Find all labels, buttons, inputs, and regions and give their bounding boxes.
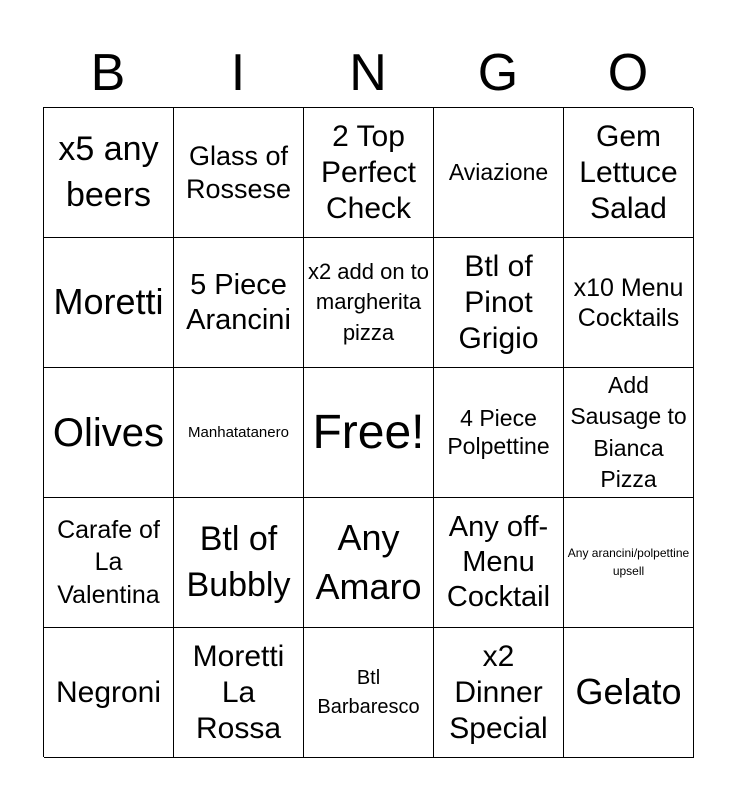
bingo-cell[interactable]: Glass of Rossese — [174, 108, 304, 238]
header-letter-o: O — [607, 44, 649, 102]
bingo-cell[interactable]: x2 Dinner Special — [434, 628, 564, 758]
bingo-cell[interactable]: Add Sausage to Bianca Pizza — [564, 368, 694, 498]
bingo-cell[interactable]: Btl of Pinot Grigio — [434, 238, 564, 368]
bingo-cell[interactable]: Aviazione — [434, 108, 564, 238]
bingo-cell[interactable]: Carafe of La Valentina — [44, 498, 174, 628]
bingo-cell[interactable]: Gelato — [564, 628, 694, 758]
bingo-cell[interactable]: 4 Piece Polpettine — [434, 368, 564, 498]
bingo-cell[interactable]: Moretti La Rossa — [174, 628, 304, 758]
bingo-cell[interactable]: Btl Barbaresco — [304, 628, 434, 758]
header-letter-g: G — [477, 44, 519, 102]
bingo-cell[interactable]: x5 any beers — [44, 108, 174, 238]
bingo-cell[interactable]: Any arancini/polpettine upsell — [564, 498, 694, 628]
header-letter-n: N — [349, 44, 387, 102]
bingo-cell[interactable]: x2 add on to margherita pizza — [304, 238, 434, 368]
bingo-cell-free[interactable]: Free! — [304, 368, 434, 498]
bingo-cell[interactable]: x10 Menu Cocktails — [564, 238, 694, 368]
bingo-cell[interactable]: Btl of Bubbly — [174, 498, 304, 628]
bingo-card — [43, 107, 693, 757]
bingo-cell[interactable]: Any Amaro — [304, 498, 434, 628]
bingo-header — [43, 40, 693, 106]
bingo-cell[interactable]: 5 Piece Arancini — [174, 238, 304, 368]
bingo-cell[interactable]: 2 Top Perfect Check — [304, 108, 434, 238]
bingo-cell[interactable]: Manhatatanero — [174, 368, 304, 498]
header-letter-b: B — [90, 44, 126, 102]
bingo-cell[interactable]: Moretti — [44, 238, 174, 368]
bingo-cell[interactable]: Negroni — [44, 628, 174, 758]
bingo-cell[interactable]: Olives — [44, 368, 174, 498]
header-letter-i: I — [230, 44, 246, 102]
bingo-cell[interactable]: Any off-Menu Cocktail — [434, 498, 564, 628]
bingo-cell[interactable]: Gem Lettuce Salad — [564, 108, 694, 238]
